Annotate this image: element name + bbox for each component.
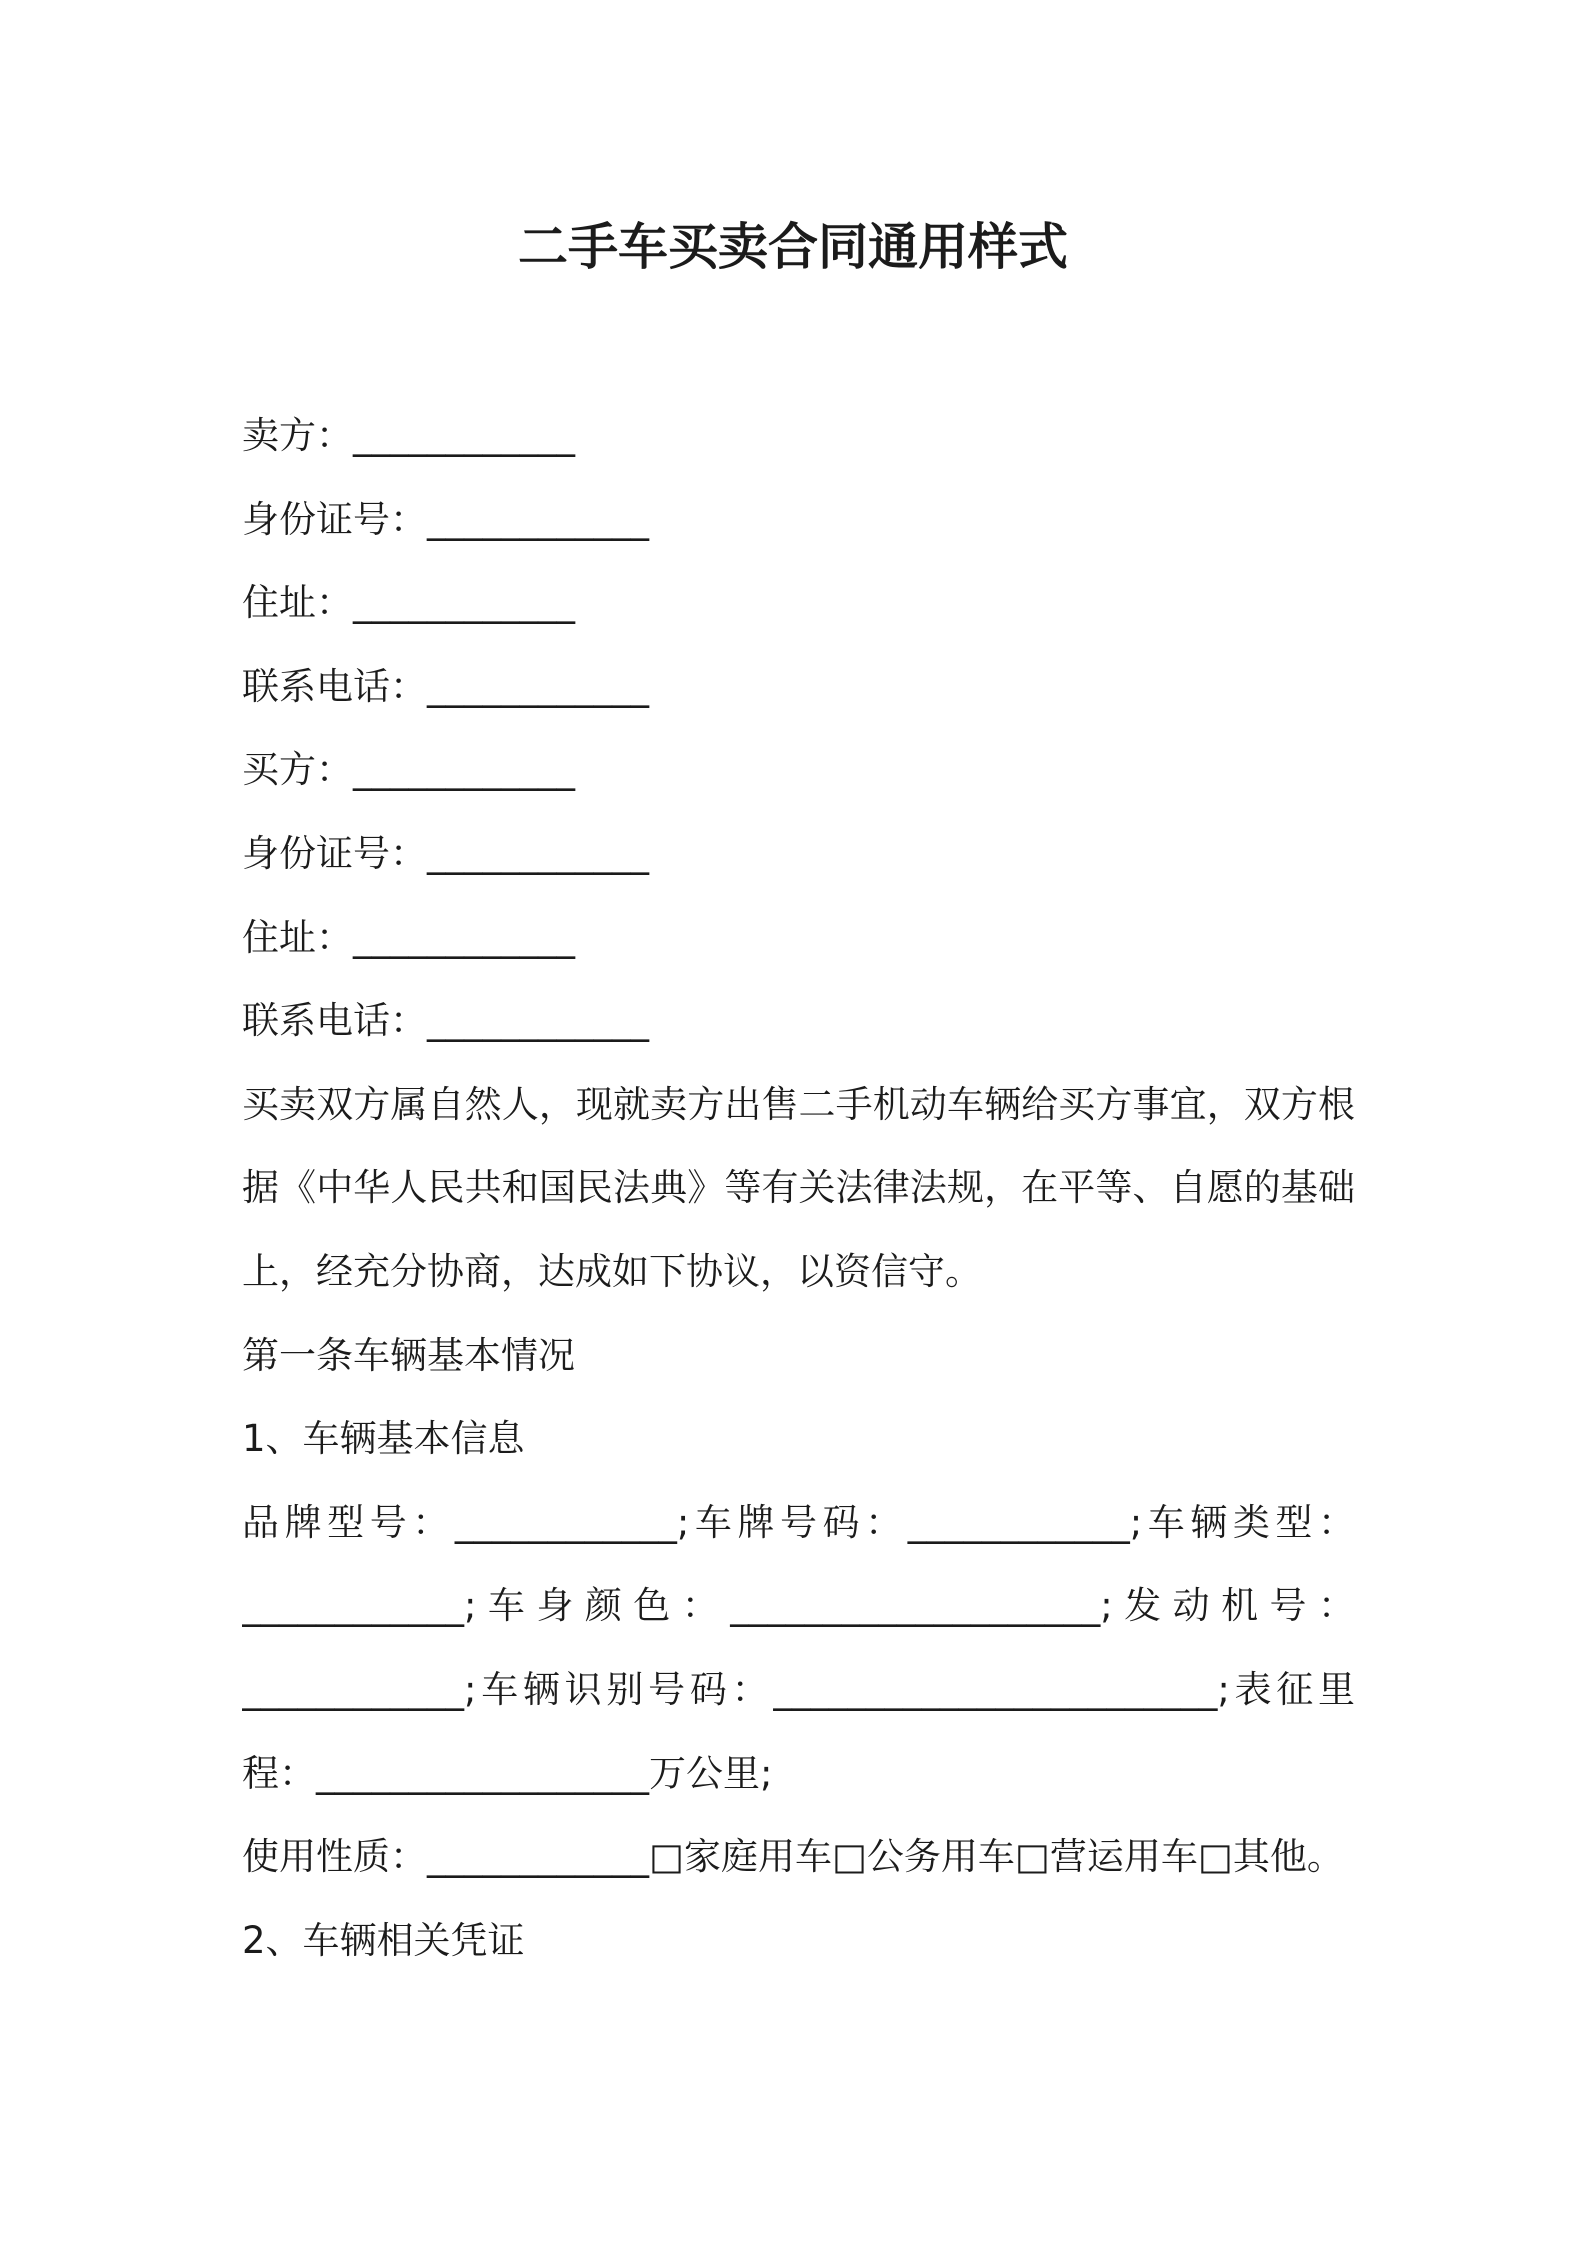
preamble-line: 上，经充分协商，达成如下协议，以资信守。	[242, 1249, 982, 1293]
seller-id-field: 身份证号：____________	[242, 497, 649, 541]
vehicle-info-line: ____________;车身颜色：____________________;发动机号：	[242, 1584, 1355, 1628]
vehicle-usage-line: 使用性质：____________□家庭用车□公务用车□营运用车□其他。	[242, 1835, 1344, 1879]
seller-name-field: 卖方：____________	[242, 414, 575, 457]
vehicle-info-line: 品牌型号：____________;车牌号码：____________;车辆类型：	[242, 1500, 1355, 1544]
article-1-heading: 第一条车辆基本情况	[242, 1333, 575, 1377]
vehicle-info-line: ____________;车辆识别号码：________________________;表征里	[242, 1667, 1355, 1711]
section-2-heading: 2、车辆相关凭证	[242, 1918, 525, 1962]
document-title: 二手车买卖合同通用样式	[518, 218, 1068, 276]
buyer-address-field: 住址：____________	[242, 915, 575, 959]
seller-phone-field: 联系电话：____________	[242, 664, 649, 708]
vehicle-info-line: 程：__________________万公里;	[242, 1751, 773, 1795]
preamble-line: 据《中华人民共和国民法典》等有关法律法规，在平等、自愿的基础	[242, 1166, 1355, 1210]
section-1-heading: 1、车辆基本信息	[242, 1417, 525, 1461]
preamble-line: 买卖双方属自然人，现就卖方出售二手机动车辆给买方事宜，双方根	[242, 1082, 1355, 1126]
document-body	[242, 394, 1355, 1982]
buyer-phone-field: 联系电话：____________	[242, 999, 649, 1043]
buyer-name-field: 买方：____________	[242, 748, 575, 792]
seller-address-field: 住址：____________	[242, 581, 575, 625]
buyer-id-field: 身份证号：____________	[242, 831, 649, 875]
